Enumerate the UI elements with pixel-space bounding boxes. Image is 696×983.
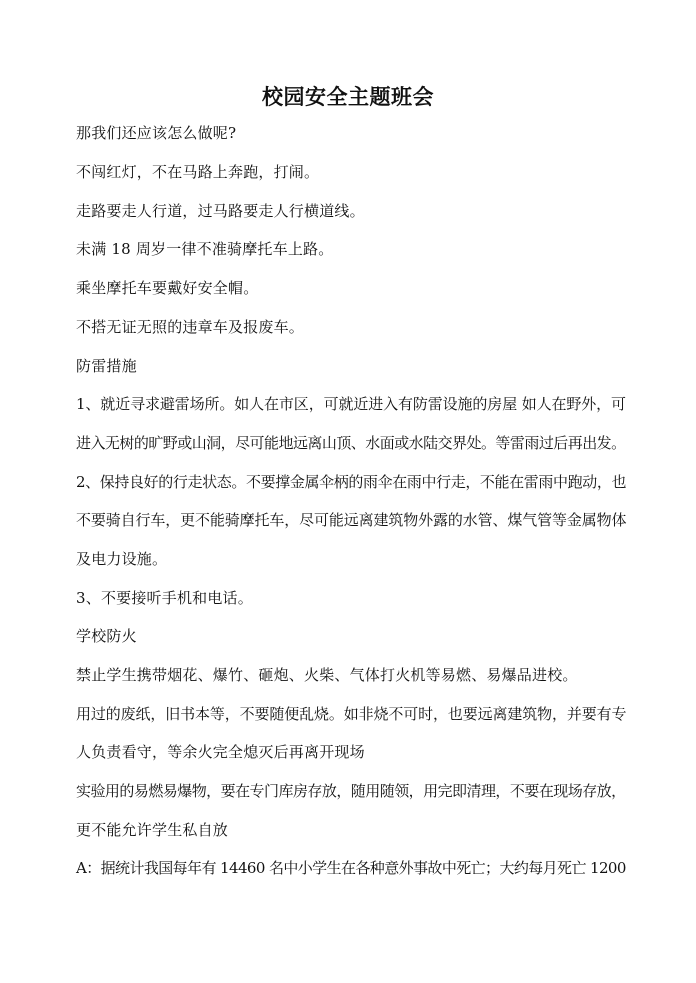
text-line: 走路要走人行道，过马路要走人行横道线。 — [76, 202, 365, 220]
text-line: 不闯红灯，不在马路上奔跑，打闹。 — [76, 163, 320, 181]
text-line: 及电力设施。 — [76, 550, 168, 568]
text-line: 未满 18 周岁一律不准骑摩托车上路。 — [76, 240, 334, 258]
text-line: A：据统计我国每年有 14460 名中小学生在各种意外事故中死亡；大约每月死亡 1200 — [76, 859, 626, 877]
text-line: 不搭无证无照的违章车及报废车。 — [76, 318, 305, 336]
section-heading: 学校防火 — [76, 627, 137, 645]
text-line: 3、不要接听手机和电话。 — [76, 589, 253, 607]
text-line: 那我们还应该怎么做呢? — [76, 124, 237, 142]
text-line: 乘坐摩托车要戴好安全帽。 — [76, 279, 259, 297]
text-line: 禁止学生携带烟花、爆竹、砸炮、火柴、气体打火机等易燃、易爆品进校。 — [76, 666, 578, 684]
text-line: 2、保持良好的行走状态。不要撑金属伞柄的雨伞在雨中行走，不能在雷雨中跑动，也 — [76, 473, 627, 491]
document-title: 校园安全主题班会 — [262, 84, 434, 109]
text-line: 1、就近寻求避雷场所。如人在市区，可就近进入有防雷设施的房屋 如人在野外，可 — [76, 395, 626, 413]
text-line: 不要骑自行车，更不能骑摩托车，尽可能远离建筑物外露的水管、煤气管等金属物体 — [76, 511, 627, 529]
section-heading: 防雷措施 — [76, 357, 137, 375]
text-line: 实验用的易燃易爆物，要在专门库房存放，随用随领，用完即清理，不要在现场存放， — [76, 782, 626, 800]
text-line: 用过的废纸，旧书本等，不要随便乱烧。如非烧不可时，也要远离建筑物，并要有专 — [76, 705, 627, 723]
text-line: 更不能允许学生私自放 — [76, 821, 229, 839]
text-line: 进入无树的旷野或山洞，尽可能地远离山顶、水面或水陆交界处。等雷雨过后再出发。 — [76, 434, 626, 452]
text-line: 人负责看守，等余火完全熄灭后再离开现场 — [76, 743, 365, 761]
